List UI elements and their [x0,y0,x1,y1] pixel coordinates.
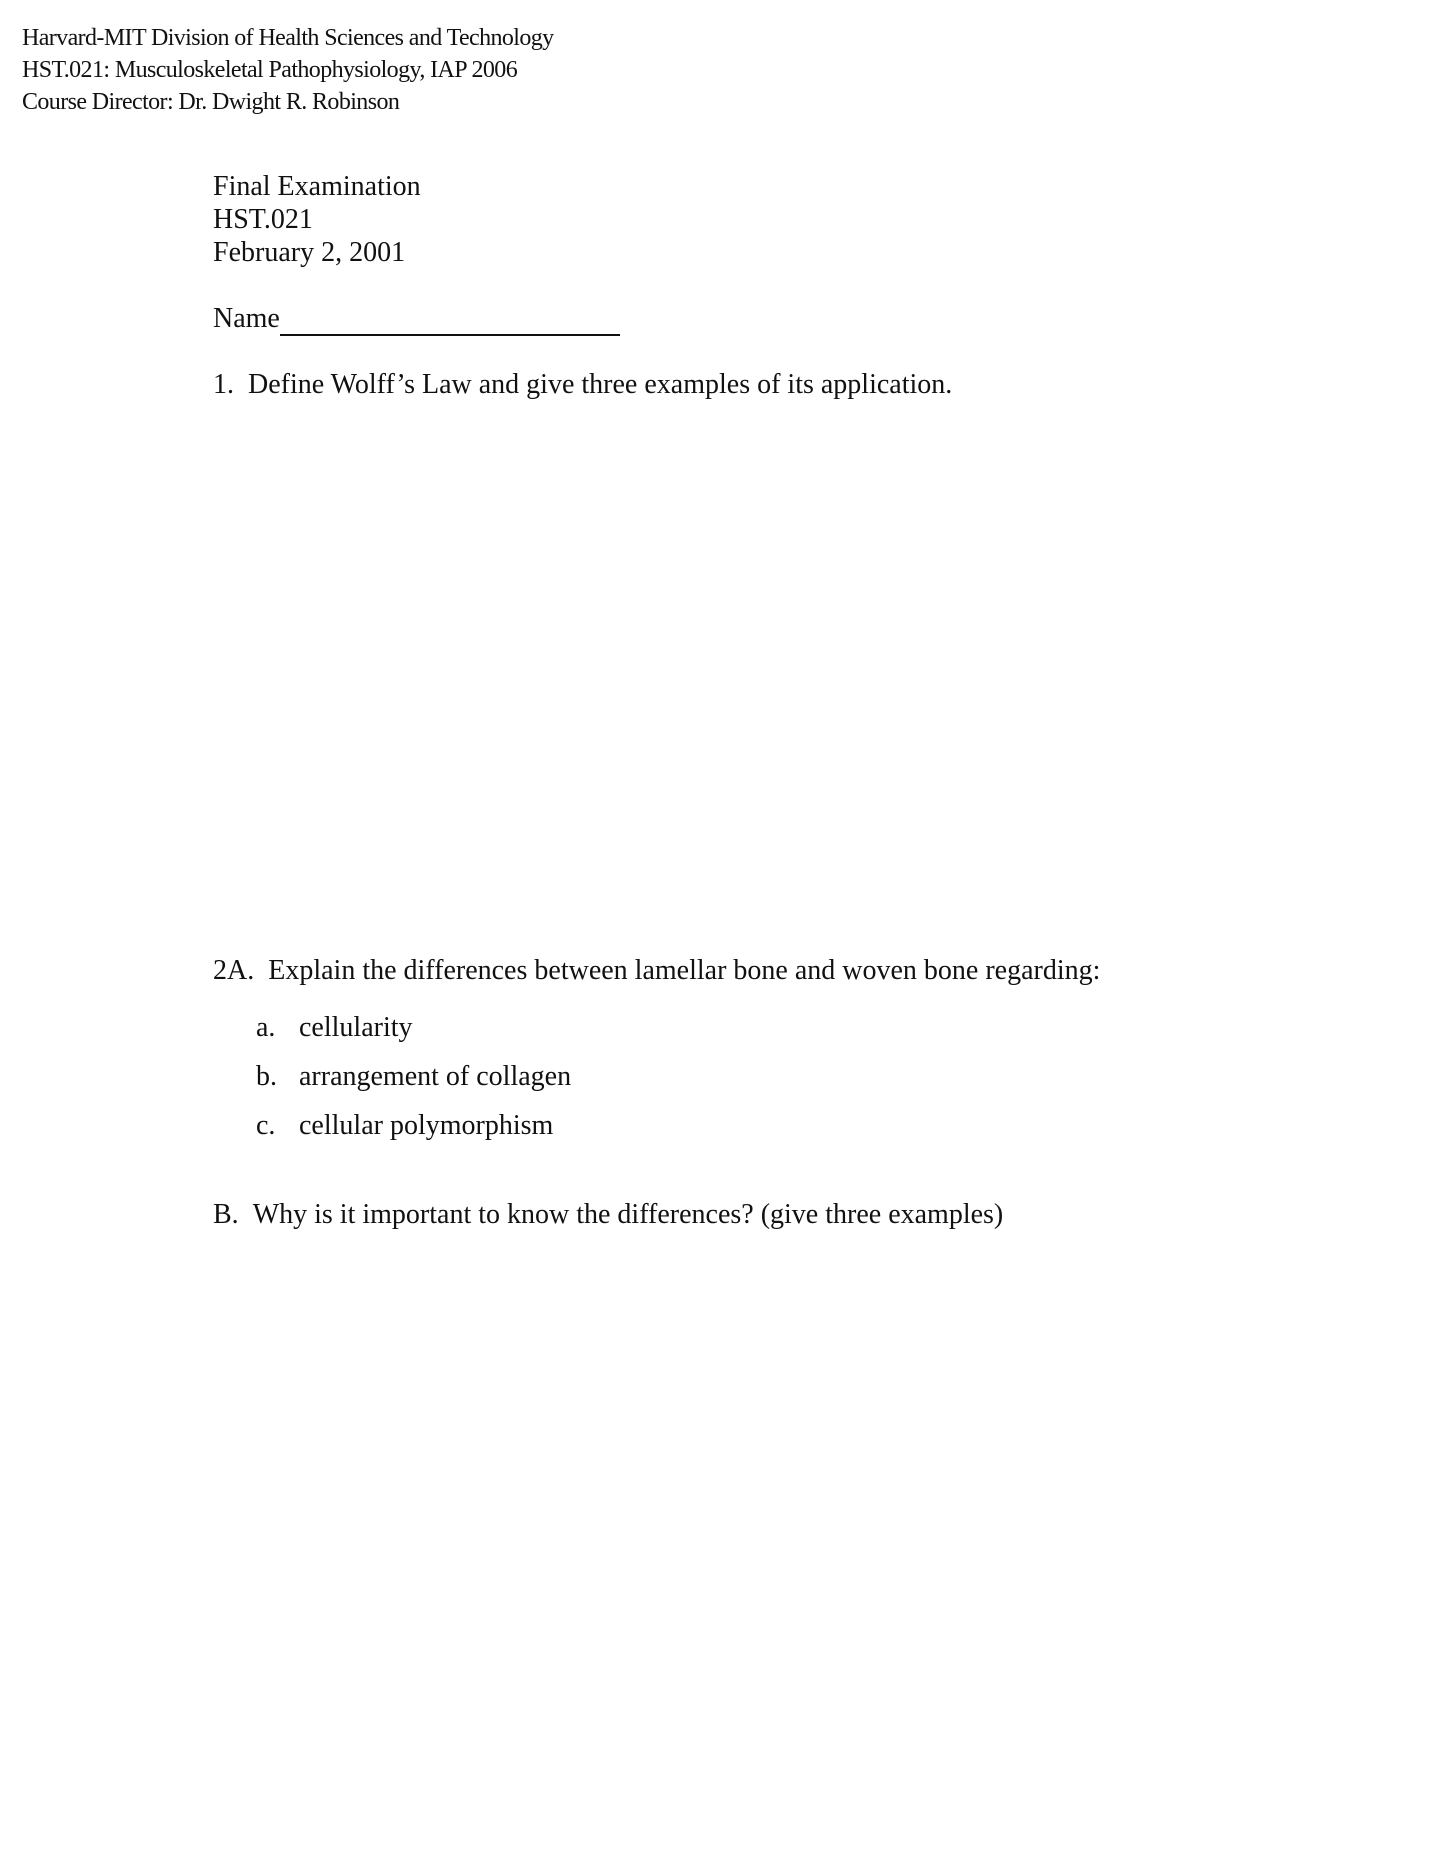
item-text: arrangement of collagen [299,1061,572,1092]
institution-line: Harvard-MIT Division of Health Sciences and Technology [22,25,554,51]
question-number: 2A. [213,955,255,986]
exam-course-code: HST.021 [213,204,313,235]
exam-info [213,170,421,269]
question-text: Why is it important to know the differences? (give three examples) [252,1199,1004,1230]
item-letter: a. [256,1012,276,1043]
name-blank-line [280,304,620,336]
document-header [22,22,554,118]
question-2a-sublist [256,1003,571,1150]
item-text: cellularity [299,1012,413,1043]
list-item [256,1052,571,1101]
question-text: Explain the differences between lamellar bone and woven bone regarding: [268,955,1101,986]
name-field [213,302,620,336]
item-letter: c. [256,1110,276,1141]
exam-title: Final Examination [213,171,421,202]
question-2a [213,954,1100,988]
question-text: Define Wolff’s Law and give three examples of its application. [248,369,953,400]
question-2b [213,1198,1003,1232]
question-1 [213,368,952,402]
exam-date: February 2, 2001 [213,237,406,268]
item-letter: b. [256,1061,277,1092]
name-label: Name [213,303,280,334]
course-line: HST.021: Musculoskeletal Pathophysiology, IAP 2006 [22,57,518,83]
question-number: 1. [213,369,234,400]
list-item [256,1101,571,1150]
question-number: B. [213,1199,239,1230]
list-item [256,1003,571,1052]
item-text: cellular polymorphism [299,1110,554,1141]
course-director-line: Course Director: Dr. Dwight R. Robinson [22,89,400,115]
